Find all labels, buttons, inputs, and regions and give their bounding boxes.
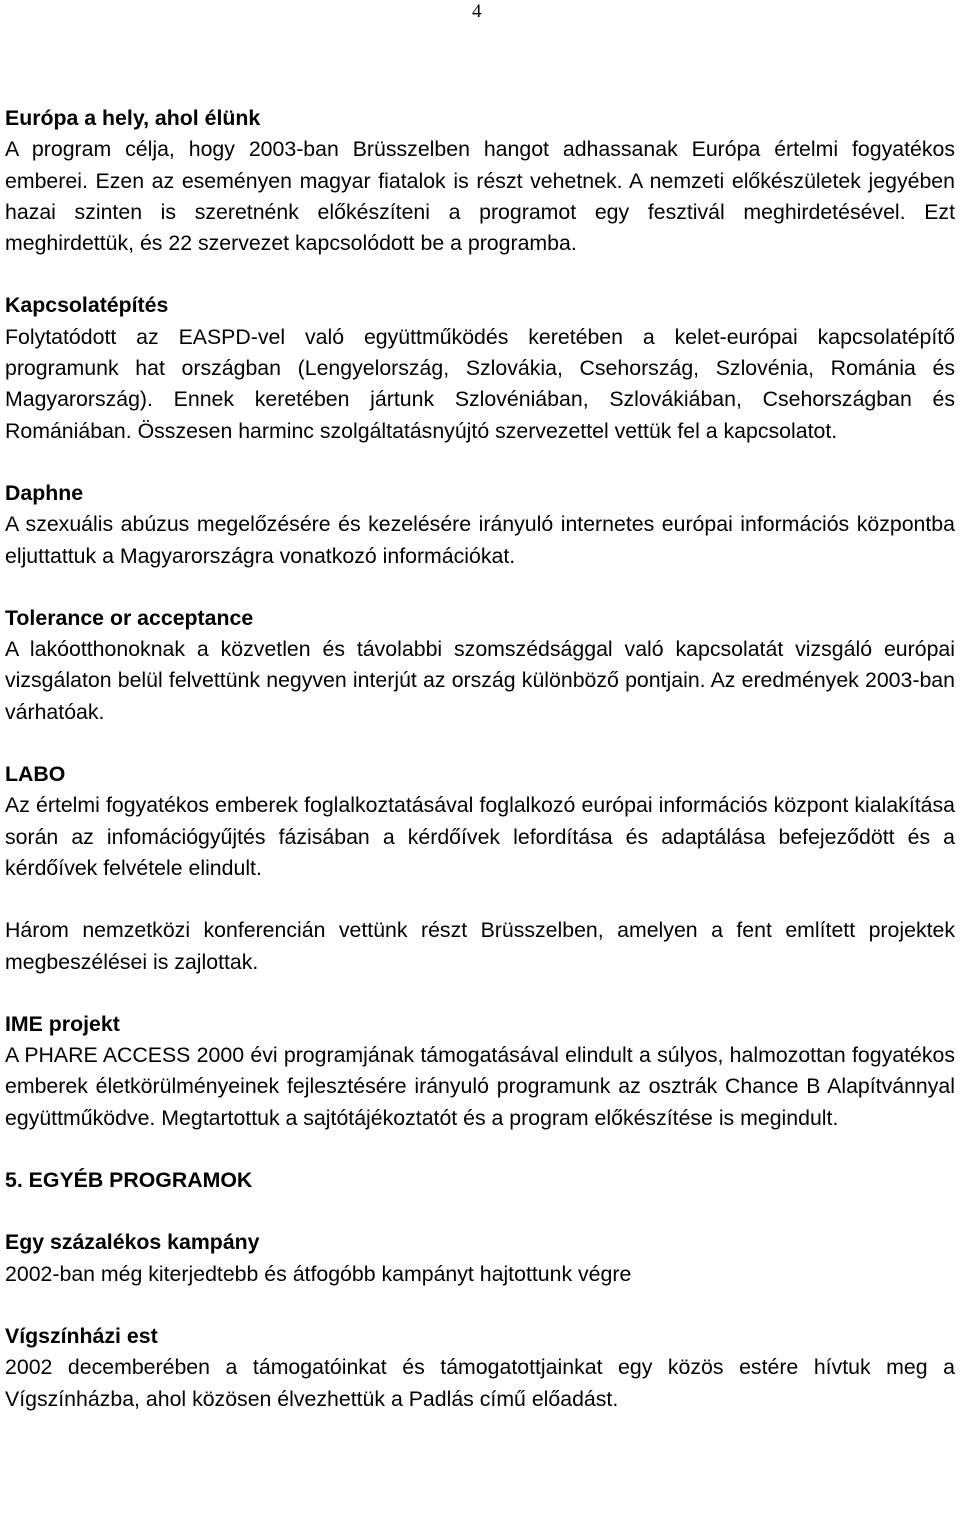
section-text: 2002 decemberében a támogatóinkat és támogatottjainkat egy közös estére hívtuk meg a Vígszínházba, ahol közösen élvezhettük a Padlás című előadást.	[5, 1355, 955, 1411]
section-text: 2002-ban még kiterjedtebb és átfogóbb kampányt hajtottunk végre	[5, 1261, 632, 1286]
section-vigszinhazi-est	[5, 1321, 955, 1415]
section-kapcsolatepites	[5, 290, 955, 446]
section-heading: Daphne	[5, 480, 84, 505]
section-heading: Egy százalékos kampány	[5, 1230, 260, 1255]
document-body	[5, 103, 955, 1446]
section-konferencia	[5, 915, 955, 978]
page-number: 4	[472, 1, 482, 22]
section-text: A lakóotthonoknak a közvetlen és távolabbi szomszédsággal való kapcsolatát vizsgáló európai vizsgálaton belül felvettünk negyven interjút az ország különböző pontjain. Az eredmények 2003-ban várhatóak.	[5, 637, 955, 724]
chapter-heading: 5. EGYÉB PROGRAMOK	[5, 1168, 253, 1193]
section-heading: IME projekt	[5, 1011, 120, 1036]
section-text: Három nemzetközi konferencián vettünk részt Brüsszelben, amelyen a fent említett projektek megbeszélései is zajlottak.	[5, 918, 955, 974]
section-tolerance	[5, 603, 955, 728]
section-heading: Vígszínházi est	[5, 1323, 158, 1348]
section-ime-projekt	[5, 1009, 955, 1134]
section-heading: LABO	[5, 762, 66, 787]
section-heading: Európa a hely, ahol élünk	[5, 106, 261, 130]
section-text: A szexuális abúzus megelőzésére és kezelésére irányuló internetes európai információs központba eljuttattuk a Magyarországra vonatkozó információkat.	[5, 512, 955, 568]
section-heading: Tolerance or acceptance	[5, 605, 254, 630]
section-text: Az értelmi fogyatékos emberek foglalkoztatásával foglalkozó európai információs központ kialakítása során az infomációgyűjtés fázisában a kérdőívek lefordítása és adaptálása befejeződött és a kérdőívek felvétele elindult.	[5, 793, 955, 880]
section-egyeb-programok	[5, 1165, 955, 1196]
section-heading: Kapcsolatépítés	[5, 293, 169, 318]
section-text: Folytatódott az EASPD-vel való együttműködés keretében a kelet-európai kapcsolatépítő programunk hat országban (Lengyelország, Szlovákia, Csehország, Szlovénia, Románia és Magyarország). Ennek keretében jártunk Szlovéniában, Szlovákiában, Csehországban és Romániában. Összesen harminc szolgáltatásnyújtó szervezettel vettük fel a kapcsolatot.	[5, 324, 955, 443]
section-labo	[5, 759, 955, 884]
section-text: A program célja, hogy 2003-ban Brüsszelben hangot adhassanak Európa értelmi fogyatékos emberei. Ezen az eseményen magyar fiatalok is részt vehetnek. A nemzeti előkészületek jegyében hazai szinten is szeretnénk előkészíteni a programot egy fesztivál meghirdetésével. Ezt meghirdettük, és 22 szervezet kapcsolódott be a programba.	[5, 137, 955, 256]
section-daphne	[5, 478, 955, 572]
section-egy-szazalek	[5, 1227, 955, 1290]
section-europa	[5, 103, 955, 259]
section-text: A PHARE ACCESS 2000 évi programjának támogatásával elindult a súlyos, halmozottan fogyatékos emberek életkörülményeinek fejlesztésére irányuló programunk az osztrák Chance B Alapítvánnyal együttműködve. Megtartottuk a sajtótájékoztatót és a program előkészítése is megindult.	[5, 1043, 955, 1130]
